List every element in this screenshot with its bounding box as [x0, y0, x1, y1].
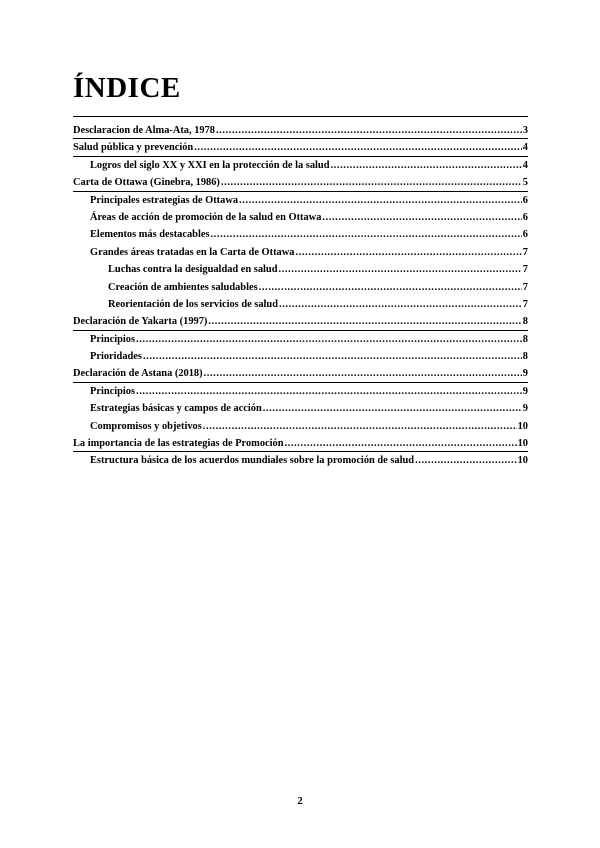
toc-entry-label: Declaración de Yakarta (1997)	[73, 316, 208, 328]
toc-entry[interactable]	[73, 365, 528, 382]
toc-entry-page: 6	[522, 211, 528, 223]
toc-dot-leader	[239, 192, 522, 209]
toc-entry-page: 4	[522, 142, 528, 154]
toc-entry-page: 3	[522, 125, 528, 136]
page-number: 2	[297, 795, 303, 807]
toc-entry[interactable]	[73, 261, 528, 278]
page-title: ÍNDICE	[73, 72, 181, 104]
toc-entry-page: 6	[522, 229, 528, 241]
toc-entry-label: Principales estrategias de Ottawa	[90, 194, 239, 206]
toc-entry-label: Principios	[90, 333, 136, 345]
toc-entry[interactable]	[73, 226, 528, 243]
toc-entry-label: Áreas de acción de promoción de la salud en Ottawa	[90, 211, 322, 223]
toc-entry-label: Carta de Ottawa (Ginebra, 1986)	[73, 177, 220, 189]
toc-entry-page: 9	[522, 403, 528, 415]
toc-dot-leader	[322, 209, 521, 226]
toc-entry[interactable]	[73, 348, 528, 365]
title-divider	[73, 116, 528, 117]
toc-entry-label: Luchas contra la desigualdad en salud	[108, 264, 278, 276]
toc-entry-label: Reorientación de los servicios de salud	[108, 298, 278, 310]
toc-entry[interactable]	[73, 452, 528, 469]
toc-entry[interactable]	[73, 383, 528, 400]
toc-entry[interactable]	[73, 122, 528, 139]
toc-entry[interactable]	[73, 435, 528, 452]
toc-entry[interactable]	[73, 244, 528, 261]
toc-dot-leader	[204, 365, 522, 382]
toc-entry[interactable]	[73, 313, 528, 330]
toc-entry-page: 10	[517, 455, 528, 467]
toc-entry-label: Logros del siglo XX y XXI en la protección de la salud	[90, 159, 330, 171]
toc-entry[interactable]	[73, 400, 528, 417]
toc-entry-label: Principios	[90, 385, 136, 397]
toc-entry-page: 7	[522, 281, 528, 293]
toc-entry-label: Elementos más destacables	[90, 229, 210, 241]
toc-entry[interactable]	[73, 296, 528, 313]
toc-dot-leader	[210, 226, 521, 243]
toc-entry-page: 7	[522, 246, 528, 258]
toc-entry-page: 5	[522, 177, 528, 189]
toc-entry[interactable]	[73, 331, 528, 348]
toc-dot-leader	[194, 139, 522, 156]
toc-dot-leader	[136, 383, 522, 400]
toc-dot-leader	[263, 400, 522, 417]
toc-entry[interactable]	[73, 157, 528, 174]
toc-entry-page: 6	[522, 194, 528, 206]
toc-entry-label: Estrategias básicas y campos de acción	[90, 403, 262, 415]
toc-entry-label: La importancia de las estrategias de Promoción	[73, 438, 284, 450]
toc-entry[interactable]	[73, 209, 528, 226]
toc-entry-page: 9	[522, 368, 528, 380]
toc-entry-label: Declaración de Astana (2018)	[73, 368, 203, 380]
toc-entry-label: Prioridades	[90, 351, 142, 363]
toc-dot-leader	[278, 261, 521, 278]
toc-entry-label: Compromisos y objetivos	[90, 420, 202, 432]
toc-entry-page: 7	[522, 264, 528, 276]
toc-dot-leader	[279, 296, 522, 313]
toc-entry-label: Creación de ambientes saludables	[108, 281, 258, 293]
toc-dot-leader	[221, 174, 522, 191]
toc-entry-label: Estructura básica de los acuerdos mundiales sobre la promoción de salud	[90, 455, 415, 467]
toc-entry-page: 9	[522, 385, 528, 397]
toc-entry-label: Grandes áreas tratadas en la Carta de Ottawa	[90, 246, 295, 258]
toc-entry-label: Salud pública y prevención	[73, 142, 194, 154]
toc-entry[interactable]	[73, 174, 528, 191]
toc-entry-page: 8	[522, 316, 528, 328]
toc-dot-leader	[136, 331, 522, 348]
toc-dot-leader	[284, 435, 516, 452]
toc-dot-leader	[208, 313, 521, 330]
toc-entry-page: 4	[522, 159, 528, 171]
toc-entry[interactable]	[73, 418, 528, 435]
toc-entry[interactable]	[73, 139, 528, 156]
toc-entry-page: 10	[517, 420, 528, 432]
toc-entry-page: 8	[522, 351, 528, 363]
toc-dot-leader	[203, 418, 517, 435]
toc-entry[interactable]	[73, 192, 528, 209]
toc-entry-label: Desclaracion de Alma-Ata, 1978	[73, 125, 215, 136]
toc-dot-leader	[216, 122, 522, 139]
toc-entry-page: 7	[522, 298, 528, 310]
toc-entry[interactable]	[73, 279, 528, 296]
toc-entry-page: 8	[522, 333, 528, 345]
toc-entry-page: 10	[517, 438, 528, 450]
toc-dot-leader	[330, 157, 521, 174]
toc-dot-leader	[143, 348, 522, 365]
toc-dot-leader	[259, 279, 522, 296]
table-of-contents	[73, 122, 528, 470]
toc-dot-leader	[415, 452, 517, 469]
toc-dot-leader	[295, 244, 521, 261]
